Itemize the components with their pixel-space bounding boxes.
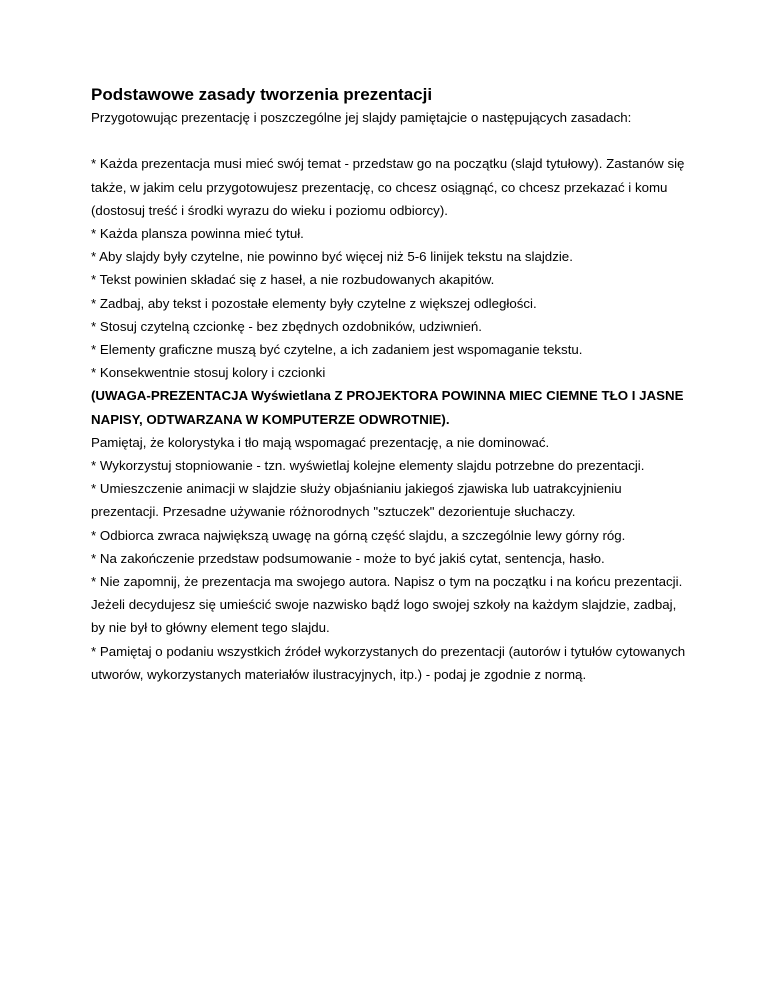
rule-readability-distance: * Zadbaj, aby tekst i pozostałe elementy były czytelne z większej odległości. [91, 295, 537, 311]
document-body [91, 84, 691, 686]
rule-consistent-colors: * Konsekwentnie stosuj kolory i czcionki [91, 365, 326, 381]
rule-slide-title: * Każda plansza powinna mieć tytuł. [91, 226, 304, 241]
document-title: Podstawowe zasady tworzenia prezentacji [91, 85, 433, 104]
color-reminder: Pamiętaj, że kolorystyka i tło mają wspomagać prezentację, a nie dominować. [91, 434, 550, 450]
rule-gradation: * Wykorzystuj stopniowanie - tzn. wyświetlaj kolejne elementy slajdu potrzebne do prezentacji. [91, 458, 645, 474]
rule-animation: * Umieszczenie animacji w slajdzie służy objaśnianiu jakiegoś zjawiska lub uatrakcyjnieniu prezentacji. Przesadne używanie różnorodnych "sztuczek" dezorientuje słuchaczy. [91, 481, 622, 520]
rule-readable-font: * Stosuj czytelną czcionkę - bez zbędnych ozdobników, udziwnień. [91, 318, 482, 334]
blank-line [91, 129, 691, 152]
rule-sources: * Pamiętaj o podaniu wszystkich źródeł wykorzystanych do prezentacji (autorów i tytułów cytowanych utworów, wykorzystanych materiałów ilustracyjnych, itp.) - podaj je zgodnie z normą. [91, 643, 686, 682]
rule-author: * Nie zapomnij, że prezentacja ma swojego autora. Napisz o tym na początku i na końcu prezentacji. Jeżeli decydujesz się umieścić swoje nazwisko bądź logo swojej szkoły na każdym slajdzie, zadbaj, by nie był to główny element tego slajdu. [91, 574, 683, 636]
warning-note: (UWAGA-PREZENTACJA Wyświetlana Z PROJEKTORA POWINNA MIEC CIEMNE TŁO I JASNE NAPISY, ODTWARZANA W KOMPUTERZE ODWROTNIE). [91, 388, 684, 427]
rule-line-limit: * Aby slajdy były czytelne, nie powinno być więcej niż 5-6 linijek tekstu na slajdzie. [91, 249, 573, 265]
rule-summary: * Na zakończenie przedstaw podsumowanie - może to być jakiś cytat, sentencja, hasło. [91, 550, 605, 566]
rule-graphics: * Elementy graficzne muszą być czytelne, a ich zadaniem jest wspomaganie tekstu. [91, 342, 583, 358]
intro-text: Przygotowując prezentację i poszczególne jej slajdy pamiętajcie o następujących zasadach: [91, 110, 632, 125]
rule-topic: * Każda prezentacja musi mieć swój temat - przedstaw go na początku (slajd tytułowy). Zastanów się także, w jakim celu przygotowujesz prezentację, co chcesz osiągnąć, co chcesz przekazać i komu (dostosuj treść i środki wyrazu do wieku i poziomu odbiorcy). [91, 156, 685, 218]
rule-keywords: * Tekst powinien składać się z haseł, a nie rozbudowanych akapitów. [91, 272, 495, 288]
rule-top-attention: * Odbiorca zwraca największą uwagę na górną część slajdu, a szczególnie lewy górny róg. [91, 527, 626, 543]
